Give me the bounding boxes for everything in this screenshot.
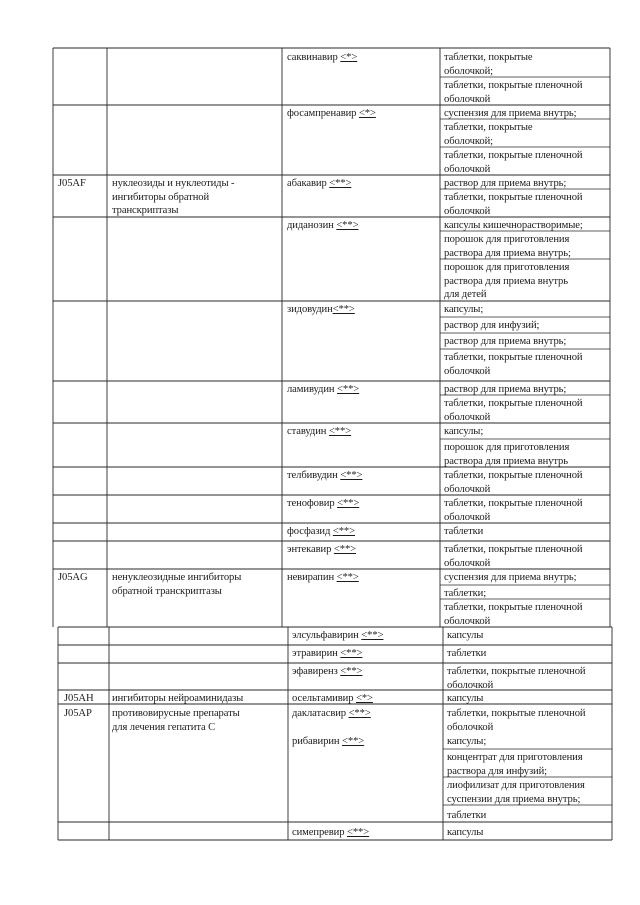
- dosage-form: таблетки, покрытые пленочной оболочкой: [444, 352, 583, 377]
- drug-name: саквинавир <*>: [287, 52, 358, 63]
- drug-name: телбивудин <**>: [287, 470, 363, 481]
- dosage-form: порошок для приготовления раствора для приема внутрь: [444, 442, 570, 467]
- drug-name: абакавир <**>: [287, 178, 352, 189]
- dosage-form: капсулы: [447, 693, 484, 704]
- drug-name: зидовудин<**>: [287, 304, 355, 315]
- dosage-form: капсулы;: [444, 426, 484, 437]
- dosage-form: таблетки, покрытые пленочной оболочкой: [444, 80, 583, 105]
- dosage-form: лиофилизат для приготовления суспензии для приема внутрь;: [447, 780, 585, 805]
- drug-name: энтекавир <**>: [287, 544, 357, 555]
- drug-name: симепревир <**>: [292, 827, 370, 838]
- dosage-form: таблетки, покрытые пленочной оболочкой: [447, 666, 586, 691]
- dosage-form: таблетки, покрытые пленочной оболочкой: [444, 498, 583, 523]
- dosage-form: суспензия для приема внутрь;: [444, 108, 577, 119]
- dosage-form: таблетки, покрытые оболочкой;: [444, 122, 533, 147]
- dosage-form: раствор для приема внутрь;: [444, 384, 567, 395]
- dosage-form: таблетки, покрытые пленочной оболочкой: [444, 192, 583, 217]
- dosage-form: раствор для приема внутрь;: [444, 178, 567, 189]
- drug-name: фосампренавир <*>: [287, 108, 376, 119]
- drug-name: этравирин <**>: [292, 648, 363, 659]
- drug-name: рибавирин <**>: [292, 736, 365, 747]
- atc-code: J05AP: [64, 708, 92, 719]
- dosage-form: раствор для инфузий;: [444, 320, 540, 331]
- drug-name: элсульфавирин <**>: [292, 630, 384, 641]
- drug-name: эфавиренз <**>: [292, 666, 363, 677]
- dosage-form: суспензия для приема внутрь;: [444, 572, 577, 583]
- dosage-form: капсулы: [447, 630, 484, 641]
- drug-name: ламивудин <**>: [287, 384, 360, 395]
- dosage-form: раствор для приема внутрь;: [444, 336, 567, 347]
- drug-name: тенофовир <**>: [287, 498, 360, 509]
- dosage-form: капсулы;: [444, 304, 484, 315]
- dosage-form: таблетки, покрытые пленочной оболочкой: [444, 544, 583, 569]
- dosage-form: таблетки, покрытые пленочной оболочкой: [447, 708, 586, 733]
- drug-name: даклатасвир <**>: [292, 708, 371, 719]
- atc-code: J05AF: [58, 178, 86, 189]
- dosage-form: таблетки, покрытые пленочной оболочкой: [444, 602, 583, 627]
- dosage-form: таблетки, покрытые пленочной оболочкой: [444, 398, 583, 423]
- dosage-form: таблетки;: [444, 588, 487, 599]
- dosage-form: капсулы кишечнорастворимые;: [444, 220, 583, 231]
- dosage-form: порошок для приготовления раствора для приема внутрь;: [444, 234, 571, 259]
- drug-name: невирапин <**>: [287, 572, 359, 583]
- drug-name: диданозин <**>: [287, 220, 359, 231]
- dosage-form: капсулы;: [447, 736, 487, 747]
- dosage-form: таблетки: [447, 810, 487, 821]
- dosage-form: капсулы: [447, 827, 484, 838]
- group-name: ингибиторы нейроаминидазы: [112, 693, 244, 704]
- drug-name: осельтамивир <*>: [292, 693, 373, 704]
- dosage-form: таблетки: [444, 526, 484, 537]
- drug-name: ставудин <**>: [287, 426, 352, 437]
- dosage-form: порошок для приготовления раствора для приема внутрь для детей: [444, 262, 570, 301]
- atc-code: J05AG: [58, 572, 88, 583]
- group-name: ненуклеозидные ингибиторы обратной транскриптазы: [112, 572, 242, 597]
- drug-name: фосфазид <**>: [287, 526, 355, 537]
- group-name: нуклеозиды и нуклеотиды - ингибиторы обратной транскриптазы: [112, 178, 235, 217]
- dosage-form: концентрат для приготовления раствора для инфузий;: [447, 752, 583, 777]
- dosage-form: таблетки: [447, 648, 487, 659]
- atc-code: J05AH: [64, 693, 94, 704]
- group-name: противовирусные препараты для лечения гепатита C: [112, 708, 240, 733]
- dosage-form: таблетки, покрытые пленочной оболочкой: [444, 470, 583, 495]
- dosage-form: таблетки, покрытые пленочной оболочкой: [444, 150, 583, 175]
- dosage-form: таблетки, покрытые оболочкой;: [444, 52, 533, 77]
